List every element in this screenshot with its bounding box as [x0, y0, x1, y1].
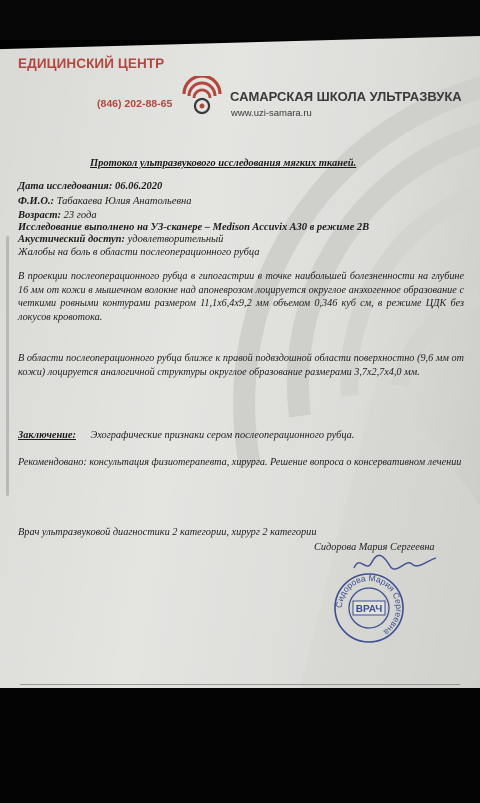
conclusion-row	[18, 430, 354, 441]
age-row	[18, 210, 97, 221]
school-logo-icon	[180, 76, 224, 120]
stamp-ring-text: Сидорова Мария Сергеевна	[333, 572, 405, 638]
scanner-line: Исследование выполнено на УЗ-сканере – Medison Accuvix A30 в режиме 2В	[18, 222, 370, 233]
name-label: Ф.И.О.:	[18, 196, 55, 207]
center-phone: (846) 202-88-65	[97, 98, 173, 110]
findings-paragraph-2: В области послеоперационного рубца ближе к правой подвздошной области поверхностно (9,6 мм от кожи) лоцируется аналогичной структуры округлое образование размерами 3,7х2,7х4,0 мм.	[18, 353, 464, 378]
doctor-stamp	[333, 572, 405, 644]
age-value: 23 года	[63, 210, 97, 221]
school-name: САМАРСКАЯ ШКОЛА УЛЬТРАЗВУКА	[230, 89, 462, 104]
date-label: Дата исследования:	[18, 181, 113, 192]
name-row	[18, 196, 192, 207]
findings-paragraph-1: В проекции послеоперационного рубца в гипогастрии в точке наибольшей болезненности на глубине 16 мм от кожи в мышечном волокне над апоневрозом лоцируется округлое анэхогенное образование с четкими ровными контурами размером 11,1х6,4х9,2 мм объемом 0,346 куб см, в режиме ЦДК без локусов кровотока.	[18, 271, 464, 323]
doctor-title: Врач ультразвуковой диагностики 2 категории, хирург 2 категории	[18, 527, 317, 538]
stamp-center-text: ВРАЧ	[355, 604, 383, 615]
date-value: 06.06.2020	[114, 181, 163, 192]
doctor-name: Сидорова Мария Сергеевна	[314, 542, 435, 553]
complaints: Жалобы на боль в области послеоперационного рубца	[18, 247, 260, 258]
conclusion-label: Заключение:	[18, 430, 76, 441]
scroll-indicator	[6, 236, 9, 496]
conclusion-value: Эхографические признаки сером послеоперационного рубца.	[90, 430, 355, 441]
date-row	[18, 181, 162, 192]
access-label: Акустический доступ:	[18, 234, 125, 245]
document-title: Протокол ультразвукового исследования мягких тканей.	[90, 158, 357, 169]
center-name: ЕДИЦИНСКИЙ ЦЕНТР	[18, 56, 165, 71]
access-row	[18, 234, 223, 245]
age-label: Возраст:	[18, 210, 62, 221]
photo-background-bottom	[0, 688, 480, 803]
name-value: Табакаева Юлия Анатольевна	[56, 196, 192, 207]
access-value: удовлетворительный	[127, 234, 224, 245]
signature-scribble	[350, 552, 440, 574]
photo-background-top	[0, 0, 480, 40]
recommendation: Рекомендовано: консультация физиотерапевта, хирурга. Решение вопроса о консервативном лечении	[18, 457, 462, 468]
school-url[interactable]: www.uzi-samara.ru	[231, 108, 312, 119]
